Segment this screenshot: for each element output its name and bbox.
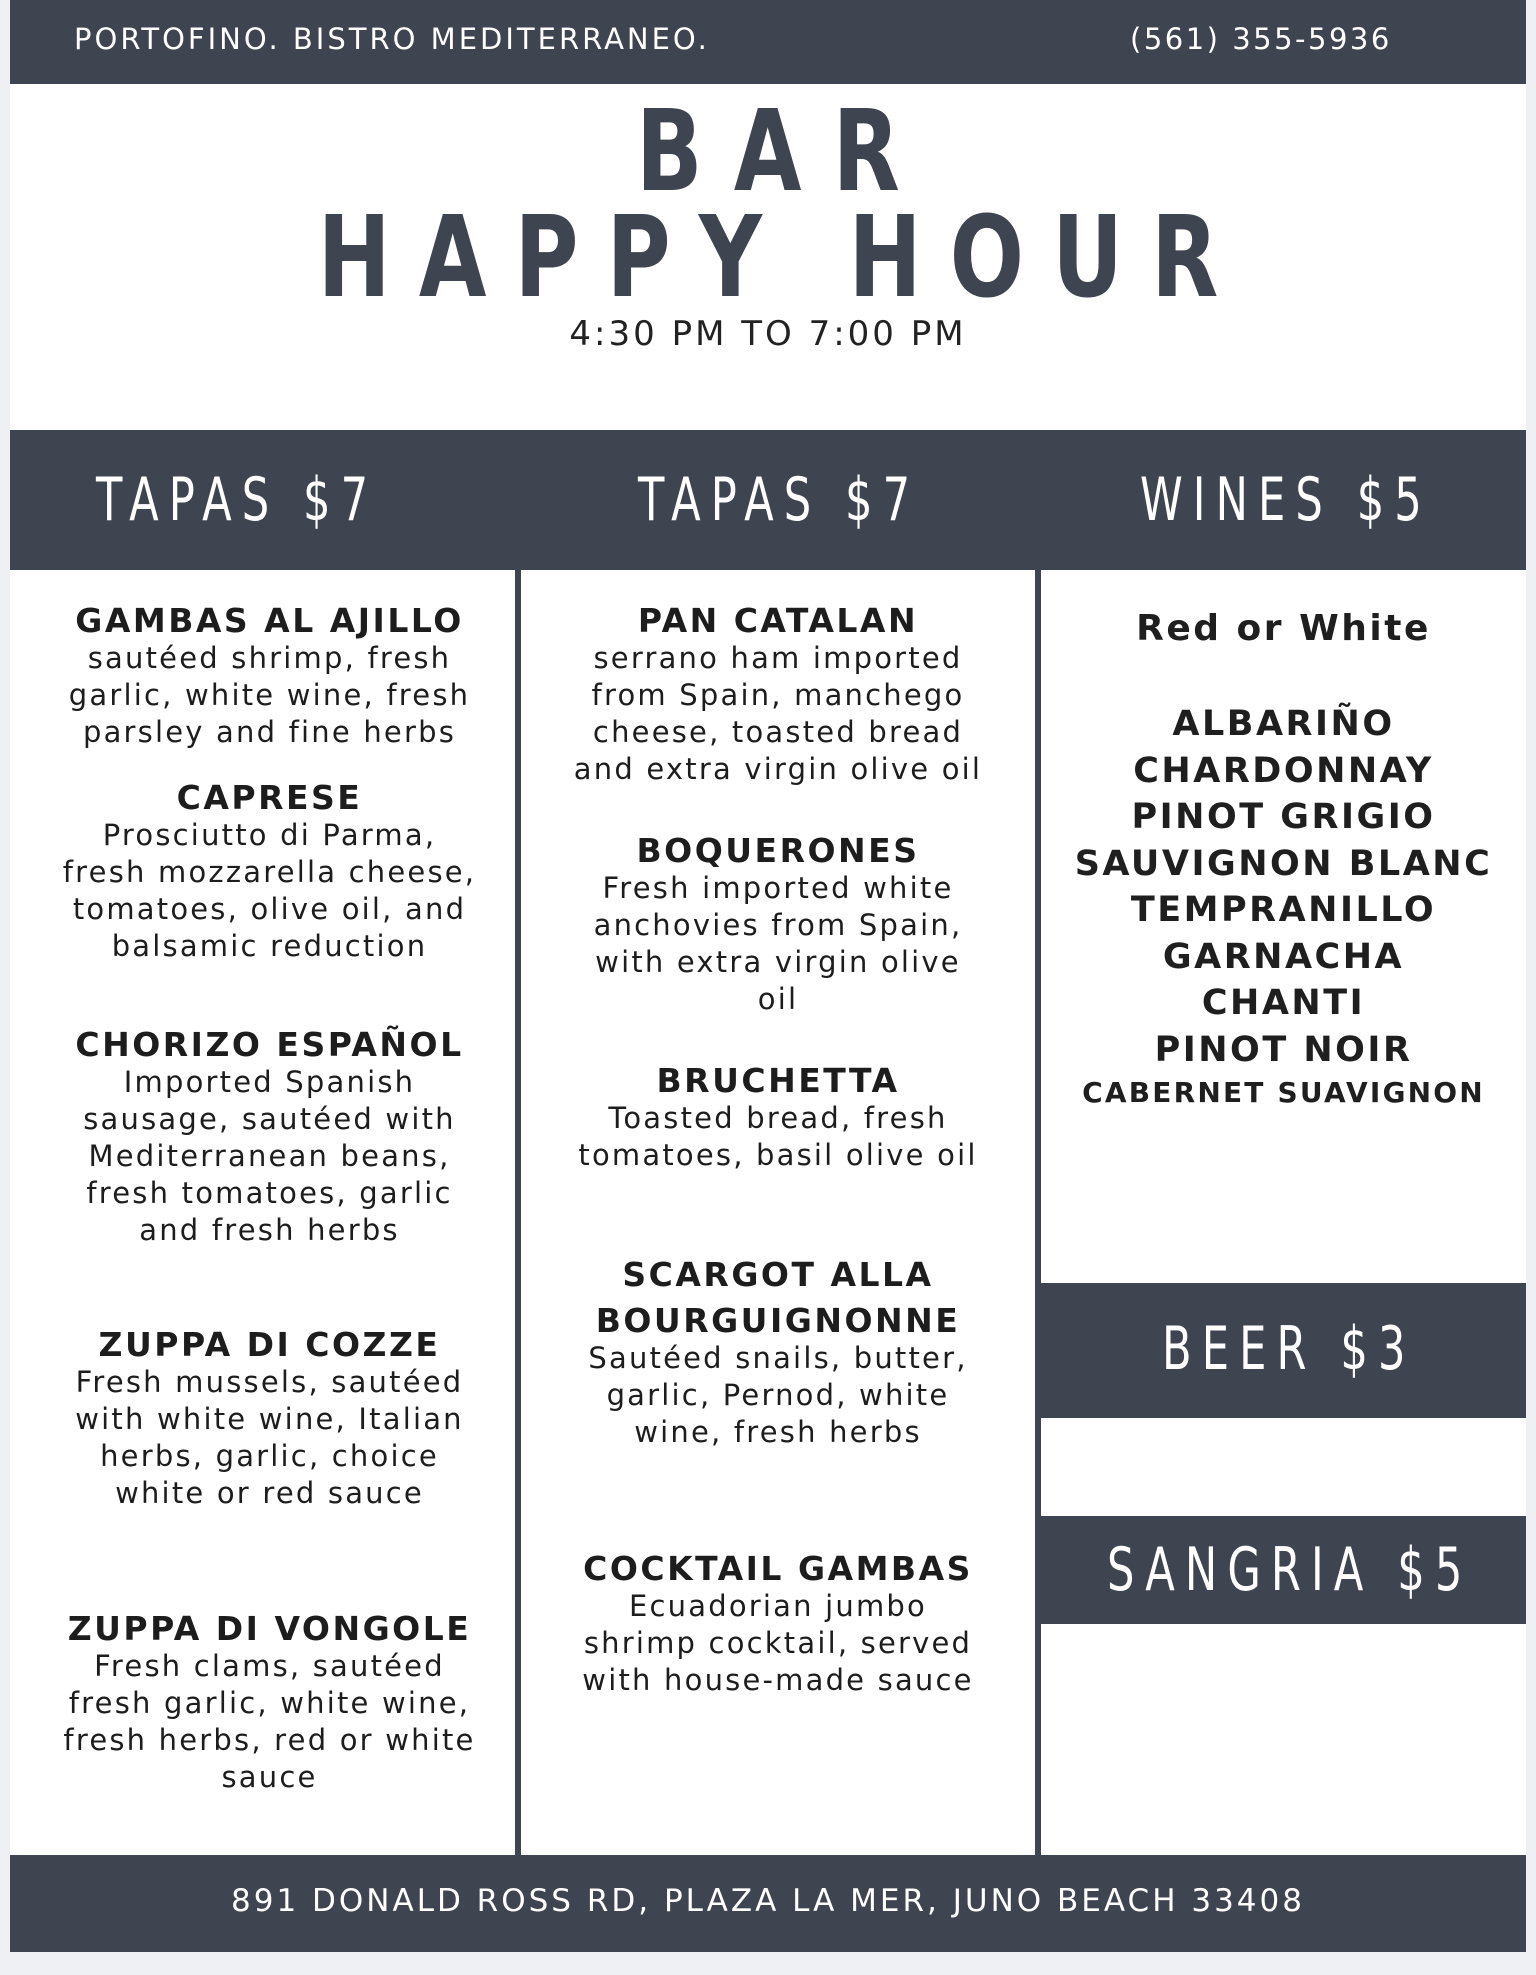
restaurant-name: PORTOFINO. BISTRO MEDITERRANEO. xyxy=(74,22,710,56)
wines-subtitle: Red or White xyxy=(1136,608,1431,649)
menu-item xyxy=(24,779,515,965)
item-name: PAN CATALAN xyxy=(637,601,919,640)
address: 891 DONALD ROSS RD, PLAZA LA MER, JUNO BEACH 33408 xyxy=(231,1883,1305,1919)
item-description-line: fresh mozzarella cheese, xyxy=(62,855,477,889)
item-description-line: from Spain, manchego xyxy=(591,678,965,712)
item-name: CHORIZO ESPAÑOL xyxy=(75,1025,464,1064)
item-description-line: herbs, garlic, choice xyxy=(100,1439,439,1473)
section-title-wines: WINES $5 xyxy=(1140,465,1432,535)
item-description-line: tomatoes, basil olive oil xyxy=(578,1138,978,1172)
menu-item xyxy=(521,602,1035,788)
item-name: BRUCHETTA xyxy=(656,1061,900,1100)
section-title-beer: BEER $3 xyxy=(1162,1314,1416,1384)
item-description-line: fresh herbs, red or white xyxy=(63,1723,476,1757)
item-description-line: shrimp cocktail, served xyxy=(583,1626,973,1660)
wine-item: PINOT GRIGIO xyxy=(1131,797,1436,837)
wine-item: GARNACHA xyxy=(1162,936,1405,977)
item-description-line: Toasted bread, fresh xyxy=(608,1101,948,1135)
wine-item: ALBARIÑO xyxy=(1172,704,1395,744)
item-name: CAPRESE xyxy=(176,778,363,817)
sangria-band xyxy=(1035,1516,1526,1624)
item-description-line: wine, fresh herbs xyxy=(634,1415,922,1449)
item-description-line: sausage, sautéed with xyxy=(83,1102,456,1136)
item-description-line: parsley and fine herbs xyxy=(82,715,457,749)
menu-item xyxy=(521,832,1035,1018)
item-description-line: oil xyxy=(757,982,799,1016)
item-description-line: Fresh imported white xyxy=(602,871,954,905)
wine-item: TEMPRANILLO xyxy=(1130,890,1437,930)
item-description-line: Fresh mussels, sautéed xyxy=(75,1365,464,1399)
item-description-line: Imported Spanish xyxy=(123,1065,416,1099)
item-description-line: Sautéed snails, butter, xyxy=(588,1341,968,1375)
item-description-line: serrano ham imported xyxy=(593,641,963,675)
item-description-line: with extra virgin olive xyxy=(595,945,961,979)
happy-hour-times: 4:30 PM TO 7:00 PM xyxy=(569,314,967,354)
item-description-line: garlic, Pernod, white xyxy=(606,1378,950,1412)
item-description-line: garlic, white wine, fresh xyxy=(68,678,471,712)
menu-page xyxy=(10,0,1526,1952)
item-name: ZUPPA DI COZZE xyxy=(98,1325,441,1364)
item-description-line: sauce xyxy=(221,1760,318,1794)
item-name: COCKTAIL GAMBAS xyxy=(583,1549,973,1588)
item-name-line: SCARGOT ALLA xyxy=(622,1255,934,1294)
phone-number: (561) 355-5936 xyxy=(1130,22,1392,56)
item-description-line: cheese, toasted bread xyxy=(592,715,964,749)
item-description-line: Prosciutto di Parma, xyxy=(102,818,437,852)
item-name: BOQUERONES xyxy=(636,831,920,870)
item-description-line: fresh garlic, white wine, xyxy=(68,1686,471,1720)
item-description-line: with white wine, Italian xyxy=(75,1402,464,1436)
section-title-sangria: SANGRIA $5 xyxy=(1107,1535,1473,1605)
item-description-line: and fresh herbs xyxy=(139,1213,400,1247)
title-happy-hour: HAPPY HOUR xyxy=(317,193,1247,323)
wine-item: CHARDONNAY xyxy=(1133,750,1434,791)
item-name: GAMBAS AL AJILLO xyxy=(75,601,464,640)
item-description-line: with house-made sauce xyxy=(582,1663,974,1697)
wine-item: SAUVIGNON BLANC xyxy=(1074,843,1493,884)
item-description-line: sautéed shrimp, fresh xyxy=(87,641,452,675)
item-description-line: and extra virgin olive oil xyxy=(573,752,983,786)
beer-band xyxy=(1035,1283,1526,1418)
menu-item xyxy=(521,1550,1035,1699)
item-description-line: Fresh clams, sautéed xyxy=(94,1649,445,1683)
title-bar: BAR xyxy=(636,87,932,217)
section-title-tapas-left: TAPAS $7 xyxy=(96,465,379,535)
menu-item xyxy=(521,1062,1035,1174)
item-description-line: Mediterranean beans, xyxy=(88,1139,451,1173)
footer-bar xyxy=(10,1855,1526,1952)
wine-item: CHANTI xyxy=(1201,983,1366,1023)
item-description-line: white or red sauce xyxy=(115,1476,424,1510)
wine-item: CABERNET SUAVIGNON xyxy=(1082,1076,1485,1109)
menu-item xyxy=(521,1256,1035,1451)
wine-list xyxy=(1041,701,1526,1113)
item-name-line: BOURGUIGNONNE xyxy=(595,1301,961,1340)
item-name: ZUPPA DI VONGOLE xyxy=(67,1609,472,1648)
section-title-tapas-middle: TAPAS $7 xyxy=(638,465,921,535)
section-header-band xyxy=(10,430,1526,570)
menu-item xyxy=(24,1026,515,1249)
menu-item xyxy=(24,1326,515,1512)
top-bar xyxy=(10,0,1526,84)
item-description-line: anchovies from Spain, xyxy=(593,908,963,942)
item-description-line: Ecuadorian jumbo xyxy=(629,1589,927,1623)
menu-item xyxy=(24,1610,515,1796)
menu-item xyxy=(24,602,515,751)
item-description-line: tomatoes, olive oil, and xyxy=(72,892,467,926)
wine-item: PINOT NOIR xyxy=(1154,1029,1413,1070)
item-description-line: fresh tomatoes, garlic xyxy=(86,1176,453,1210)
item-description-line: balsamic reduction xyxy=(111,929,428,963)
